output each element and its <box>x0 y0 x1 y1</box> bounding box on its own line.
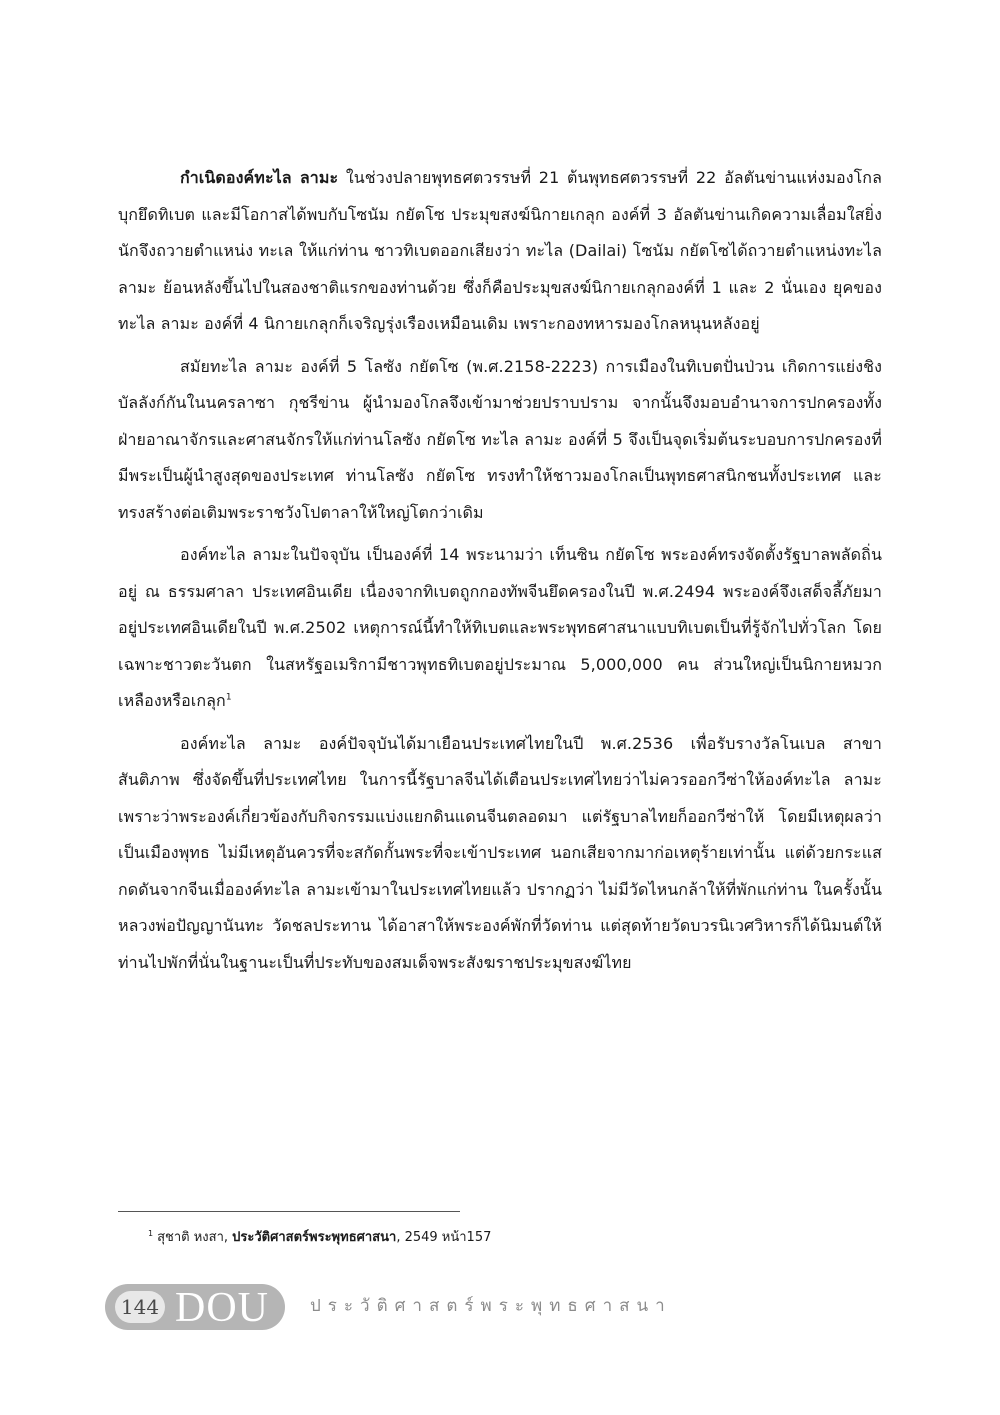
page-number: 144 <box>115 1291 165 1323</box>
footer-badge <box>105 1284 285 1330</box>
footnote-marker: 1 <box>148 1228 154 1238</box>
paragraph-lead-heading: กำเนิดองค์ทะไล ลามะ <box>180 168 339 187</box>
main-body <box>118 160 882 987</box>
dou-logo: DOU <box>175 1285 269 1331</box>
footnote-author: สุชาติ หงสา, <box>157 1230 233 1245</box>
paragraph-fifth-dalai-lama: สมัยทะไล ลามะ องค์ที่ 5 โลซัง กยัตโซ (พ.ศ.2158-2223) การเมืองในทิเบตปั่นป่วน เกิดการแย่งชิงบัลลังก์กันในนครลาซา กุชรีข่าน ผู้นำมองโกลจึงเข้ามาช่วยปราบปราม จากนั้นจึงมอบอำนาจการปกครองทั้งฝ่ายอาณาจักรและศาสนจักรให้แก่ท่านโลซัง กยัตโซ ทะไล ลามะ องค์ที่ 5 จึงเป็นจุดเริ่มต้นระบอบการปกครองที่มีพระเป็นผู้นำสูงสุดของประเทศ ท่านโลซัง กยัตโซ ทรงทำให้ชาวมองโกลเป็นพุทธศาสนิกชนทั้งประเทศ และทรงสร้างต่อเติมพระราชวังโปตาลาให้ใหญ่โตกว่าเดิม <box>118 356 882 522</box>
paragraph-visit-thailand: องค์ทะไล ลามะ องค์ปัจจุบันได้มาเยือนประเทศไทยในปี พ.ศ.2536 เพื่อรับรางวัลโนเบล สาขาสันติภาพ ซึ่งจัดขึ้นที่ประเทศไทย ในการนี้รัฐบาลจีนได้เตือนประเทศไทยว่าไม่ควรออกวีซ่าให้องค์ทะไล ลามะ เพราะว่าพระองค์เกี่ยวข้องกับกิจกรรมแบ่งแยกดินแดนจีนตลอดมา แต่รัฐบาลไทยก็ออกวีซ่าให้ โดยมีเหตุผลว่าเป็นเมืองพุทธ ไม่มีเหตุอันควรที่จะสกัดกั้นพระที่จะเข้าประเทศ นอกเสียจากมาก่อเหตุร้ายเท่านั้น แต่ด้วยกระแสกดดันจากจีนเมื่อองค์ทะไล ลามะเข้ามาในประเทศไทยแล้ว ปรากฏว่า ไม่มีวัดไหนกล้าให้ที่พักแก่ท่าน ในครั้งนั้น หลวงพ่อปัญญานันทะ วัดชลประทาน ได้อาสาให้พระองค์พักที่วัดท่าน แต่สุดท้ายวัดบวรนิเวศวิหารก็ได้นิมนต์ให้ท่านไปพักที่นั่นในฐานะเป็นที่ประทับของสมเด็จพระสังฆราชประมุขสงฆ์ไทย <box>118 733 882 972</box>
footnote-details: , 2549 หน้า157 <box>396 1230 492 1245</box>
page-footer <box>105 1284 725 1332</box>
footnote-reference[interactable]: 1 <box>225 692 232 703</box>
paragraph-current-text: องค์ทะไล ลามะในปัจจุบัน เป็นองค์ที่ 14 พระนามว่า เท็นซิน กยัตโซ พระองค์ทรงจัดตั้งรัฐบาลพลัดถิ่นอยู่ ณ ธรรมศาลา ประเทศอินเดีย เนื่องจากทิเบตถูกกองทัพจีนยึดครองในปี พ.ศ.2494 พระองค์จึงเสด็จลี้ภัยมาอยู่ประเทศอินเดียในปี พ.ศ.2502 เหตุการณ์นี้ทำให้ทิเบตและพระพุทธศาสนาแบบทิเบตเป็นที่รู้จักไปทั่วโลก โดยเฉพาะชาวตะวันตก ในสหรัฐอเมริกามีชาวพุทธทิเบตอยู่ประมาณ 5,000,000 คน ส่วนใหญ่เป็นนิกายหมวกเหลืองหรือเกลุก <box>118 545 882 710</box>
footnote-divider <box>118 1211 460 1212</box>
footnote <box>148 1228 491 1248</box>
paragraph-origin <box>118 160 882 343</box>
footer-book-title: ประวัติศาสตร์พระพุทธศาสนา <box>310 1296 672 1316</box>
footnote-book-title: ประวัติศาสตร์พระพุทธศาสนา <box>232 1230 397 1245</box>
paragraph-current-dalai-lama <box>118 537 882 720</box>
paragraph-origin-text: ในช่วงปลายพุทธศตวรรษที่ 21 ต้นพุทธศตวรรษที่ 22 อัลตันข่านแห่งมองโกลบุกยึดทิเบต และมีโอกาสได้พบกับโซนัม กยัตโซ ประมุขสงฆ์นิกายเกลุก องค์ที่ 3 อัลตันข่านเกิดความเลื่อมใสยิ่งนักจึงถวายตำแหน่ง ทะเล ให้แก่ท่าน ชาวทิเบตออกเสียงว่า ทะไล (Dailai) โซนัม กยัตโซได้ถวายตำแหน่งทะไล ลามะ ย้อนหลังขึ้นไปในสองชาติแรกของท่านด้วย ซึ่งก็คือประมุขสงฆ์นิกายเกลุกองค์ที่ 1 และ 2 นั่นเอง ยุคของทะไล ลามะ องค์ที่ 4 นิกายเกลุกก็เจริญรุ่งเรืองเหมือนเดิม เพราะกองทหารมองโกลหนุนหลังอยู่ <box>118 168 883 333</box>
